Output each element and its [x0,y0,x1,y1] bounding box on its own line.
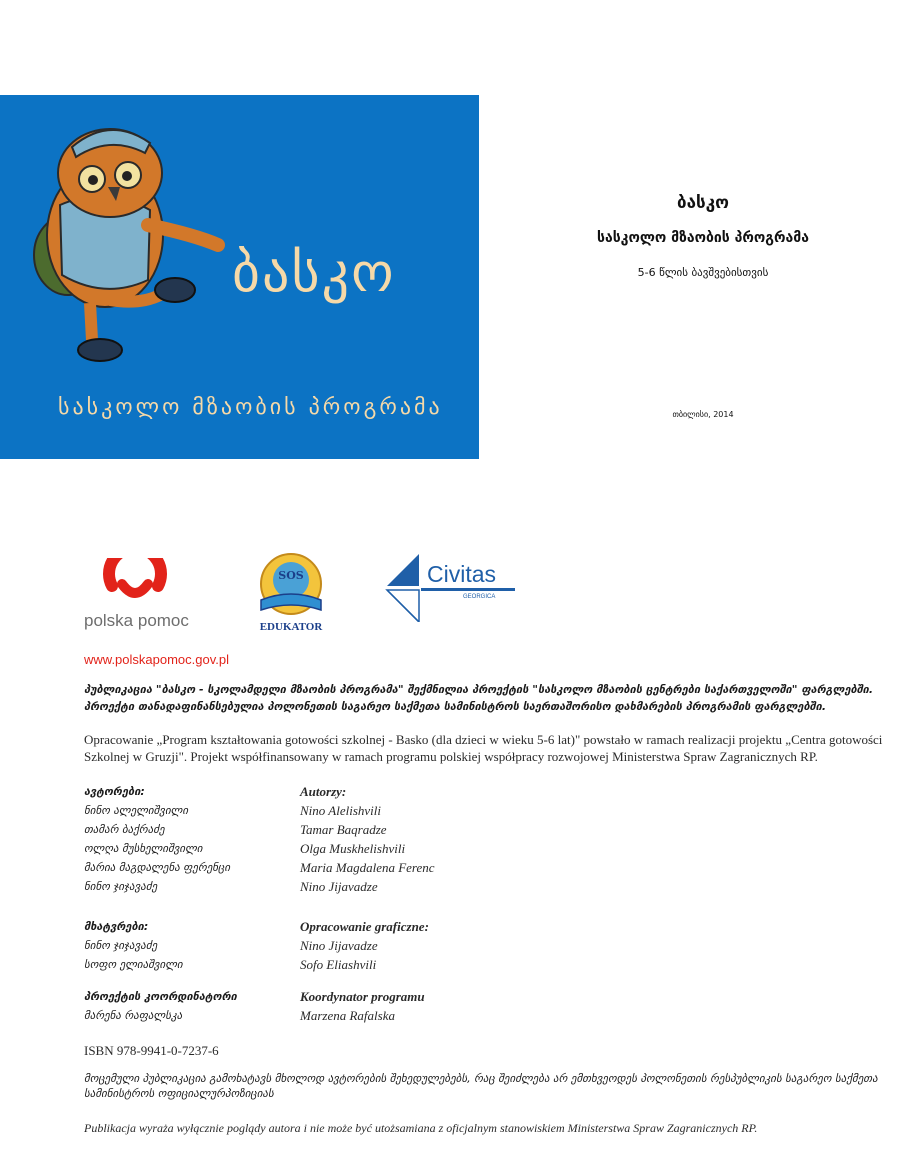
coordinator-name-ka: მარენა რაფალსკა [84,1009,183,1022]
author-name-ka: ნინო ალელიშვილი [84,804,189,817]
disclaimer-ka: მოცემული პუბლიკაცია გამოხატავს მხოლოდ ავტორების შეხედულებებს, რაც შეიძლება არ ემთხვეოდეს პოლონეთის რესპუბლიკის საგარეო საქმეთა სამინისტროს ოფიციალურპოზიციას [84,1072,878,1100]
cover-title: ბასკო [232,241,396,304]
coordinator-ka [84,987,289,1025]
disclaimer-pl: Publikacja wyraża wyłącznie poglądy autora i nie może być utożsamiana z oficjalnym stanowiskiem Ministerstwa Spraw Zagranicznych RP. [84,1121,758,1135]
sos-edukator-logo [243,548,339,634]
polska-pomoc-url[interactable]: www.polskapomoc.gov.pl [84,652,229,667]
place-year: თბილისი, 2014 [672,410,734,419]
author-name-ka: ნინო ჯიჯავაძე [84,880,158,893]
polska-pomoc-wordmark: polska pomoc [84,611,189,630]
book-title: ბასკო [677,193,729,213]
artist-name-pl: Nino Jijavadze [300,938,378,953]
georgica-label: GEORGICA [463,594,496,600]
civitas-georgica-logo [385,552,515,622]
coordinator-heading-ka: პროექტის კოორდინატორი [84,990,237,1003]
civitas-label: Civitas [427,561,497,587]
artist-name-pl: Sofo Eliashvili [300,957,377,972]
cover-image [0,95,479,459]
author-name-ka: მარია მაგდალენა ფერენცი [84,861,231,874]
authors-ka [84,782,289,896]
artists-pl [300,917,600,974]
cover-subtitle: სასკოლო მზაობის პროგრამა [58,395,443,420]
artist-name-ka: სოფო ელიაშვილი [84,958,183,971]
author-name-pl: Nino Jijavadze [300,879,378,894]
coordinator-name-pl: Marzena Rafalska [300,1008,395,1023]
age-group: 5-6 წლის ბავშვებისთვის [637,266,769,279]
artists-heading-ka: მხატვრები: [84,920,149,933]
author-name-ka: თამარ ბაქრაძე [84,823,165,836]
artists-heading-pl: Opracowanie graficzne: [300,919,429,934]
author-name-pl: Nino Alelishvili [300,803,382,818]
author-name-pl: Maria Magdalena Ferenc [300,860,435,875]
book-subtitle: სასკოლო მზაობის პროგრამა [597,230,809,246]
artist-name-ka: ნინო ჯიჯავაძე [84,939,158,952]
edukator-label: EDUKATOR [259,621,323,633]
authors-heading-pl: Autorzy: [300,784,347,799]
polish-project-statement: Opracowanie „Program kształtowania gotowości szkolnej - Basko (dla dzieci w wieku 5-6 lat)" powstało w ramach realizacji projektu „Centra gotowości Szkolnej w Gruzji". Projekt współfinansowany w ramach programu polskiej współpracy rozwojowej Ministerstwa Spraw Zagranicznych RP. [84,732,883,764]
author-name-pl: Olga Muskhelishvili [300,841,406,856]
sos-label: SOS [278,569,304,582]
author-name-pl: Tamar Baqradze [300,822,387,837]
coordinator-pl [300,987,600,1025]
coordinator-heading-pl: Koordynator programu [300,989,425,1004]
author-name-ka: ოლღა მუსხელიშვილი [84,842,203,855]
georgian-project-statement: პუბლიკაცია "ბასკო - სკოლამდელი მზაობის პროგრამა" შექმნილია პროექტის "სასკოლო მზაობის ცენტრები საქართველოში" ფარგლებში. პროექტი თანადაფინანსებულია პოლონეთის საგარეო საქმეთა სამინისტროს საერთაშორისო დახმარების პროგრამის ფარგლებში. [84,683,874,713]
authors-pl [300,782,600,896]
authors-heading-ka: ავტორები: [84,785,145,798]
isbn: ISBN 978-9941-0-7237-6 [84,1043,219,1058]
artists-ka [84,917,289,974]
